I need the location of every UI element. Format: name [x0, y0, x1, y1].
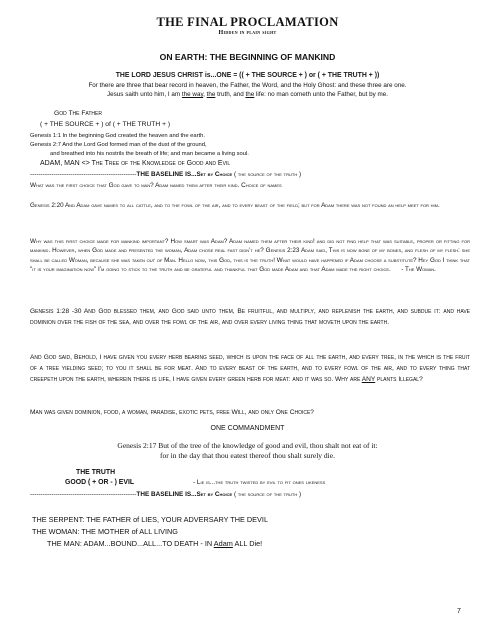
- paragraph-genesis-2-20: Genesis 2:20 And Adam gave names to all cattle, and to the fowl of the air, and to every beast of the field; but for Adam there was not found an help meet for him.: [30, 202, 440, 209]
- man-line-text: THE MAN: ADAM...BOUND...ALL...TO DEATH - IN: [47, 539, 214, 548]
- man-given-line: Man was given dominion, food, a woman, paradise, exotic pets, free Will, and only One Choice?: [30, 409, 314, 416]
- verse-text: the way: [181, 91, 204, 98]
- paragraph-genesis-1-28: Genesis 1:28 -30 And God blessed them, and God said unto them, Be fruitful, and multiply, and replenish the earth, and subdue it: and have dominion over the fish of the sea, and over the fowl of the air, and over every living thing that moveth upon the earth.: [30, 308, 470, 326]
- verse-text: life: no man cometh unto the Father, but by me.: [254, 91, 388, 98]
- baseline-line: [30, 491, 301, 498]
- verse-john-epistle: For there are three that bear record in heaven, the Father, the Word, and the Holy Ghost: and these three are one.: [88, 82, 407, 89]
- verse-text: Jesus saith unto him, I am: [107, 91, 182, 98]
- paragraph-behold: [30, 352, 470, 385]
- truth-label: THE TRUTH: [76, 469, 116, 476]
- genesis-2-7-cont: and breathed into his nostrils the breath of life; and man became a living soul.: [50, 151, 249, 157]
- baseline-label: THE BASELINE IS...: [136, 491, 197, 498]
- first-choice-question: What was the first choice that God gave to man? Adam named them after their kind. Choice of names: [30, 182, 282, 189]
- baseline-line: [30, 171, 301, 178]
- genesis-1-1: Genesis 1:1 In the beginning God created the heaven and the earth.: [30, 133, 205, 139]
- paragraph-text: And God said, Behold, I have given you every herb bearing seed, which is upon the face of all the earth, and every tree, in the which is the fruit of a tree yielding seed; to you it shall be for meat. And to every beast of the earth, and to every fowl of the air, and to every thing that creepeth upon the earth, wherein there is life, I have given every green herb for meat: and it was so. Why are: [30, 354, 470, 383]
- baseline-choice: Set by Choice: [196, 491, 233, 498]
- god-formula: ( + THE SOURCE + ) of ( + THE TRUTH + ): [40, 121, 171, 128]
- lord-line: THE LORD JESUS CHRIST is...ONE = (( + THE SOURCE + ) or ( + THE TRUTH + )): [115, 72, 380, 79]
- divider-dashes: --------------------------------------------------: [30, 491, 137, 498]
- verse-text: truth, and: [215, 91, 246, 98]
- paragraph-signature: - The Woman.: [401, 265, 436, 273]
- serpent-line: THE SERPENT: THE FATHER of LIES, YOUR ADVERSARY THE DEVIL: [32, 515, 269, 524]
- verse-text: ,: [203, 91, 207, 98]
- section-heading: ON EARTH: THE BEGINNING OF MANKIND: [159, 52, 336, 62]
- verse-text: the: [245, 91, 255, 98]
- one-commandment: ONE COMMANDMENT: [210, 425, 285, 432]
- lie-definition: - Lie is...the truth twisted by evil to fit ones likeness: [193, 479, 326, 486]
- baseline-source: ( the source of the truth ): [232, 491, 302, 498]
- baseline-choice: Set by Choice: [196, 171, 233, 178]
- man-line-text: Adam: [213, 539, 233, 548]
- genesis-2-7: Genesis 2:7 And the Lord God formed man of the dust of the ground,: [30, 142, 207, 148]
- genesis-2-17-cont: for in the day that thou eatest thereof thou shalt surely die.: [160, 451, 335, 460]
- genesis-2-17: Genesis 2:17 But of the tree of the knowledge of good and evil, thou shalt not eat of it:: [117, 441, 378, 450]
- man-line: [47, 539, 262, 548]
- verse-text: the: [206, 91, 216, 98]
- paragraph-text: plants Illegal?: [375, 376, 423, 383]
- page-number: 7: [457, 608, 461, 615]
- good-evil-label: GOOD ( + OR - ) EVIL: [65, 479, 135, 486]
- god-label: God The Father: [54, 110, 102, 117]
- paragraph-why-choice: [30, 237, 470, 274]
- verse-john-14-6: [0, 91, 495, 98]
- woman-line: THE WOMAN: THE MOTHER of ALL LIVING: [32, 527, 178, 536]
- page-subtitle: Hidden in plain sight: [218, 30, 277, 36]
- paragraph-text: ANY: [361, 376, 376, 383]
- paragraph-text: Why was this first choice made for mankind important? How smart was Adam? Adam named them after their kind! and did not find help that was suitable, proper or fitting for mankind. However, when God made and presented the woman, Adam chose real fast didn't he? Genesis 2:23 Adam said, This is now bone of my bones, and flesh of my flesh: she shall be called Woman, because she was taken out of Man. Hello now, this God, this is the truth! What would have happened if Adam choose a substitute? Hey God I think that "it is your imagination now" I'm going to stick to the truth and be grateful and thankful that God made Adam and that Adam made the right choice.: [30, 238, 470, 273]
- baseline-source: ( the source of the truth ): [232, 171, 302, 178]
- page-title: THE FINAL PROCLAMATION: [156, 15, 339, 29]
- man-line-text: ALL Die!: [232, 539, 263, 548]
- divider-dashes: --------------------------------------------------: [30, 171, 137, 178]
- adam-line: ADAM, MAN <> The Tree of the Knowledge of Good and Evil: [40, 160, 231, 167]
- baseline-label: THE BASELINE IS...: [136, 171, 197, 178]
